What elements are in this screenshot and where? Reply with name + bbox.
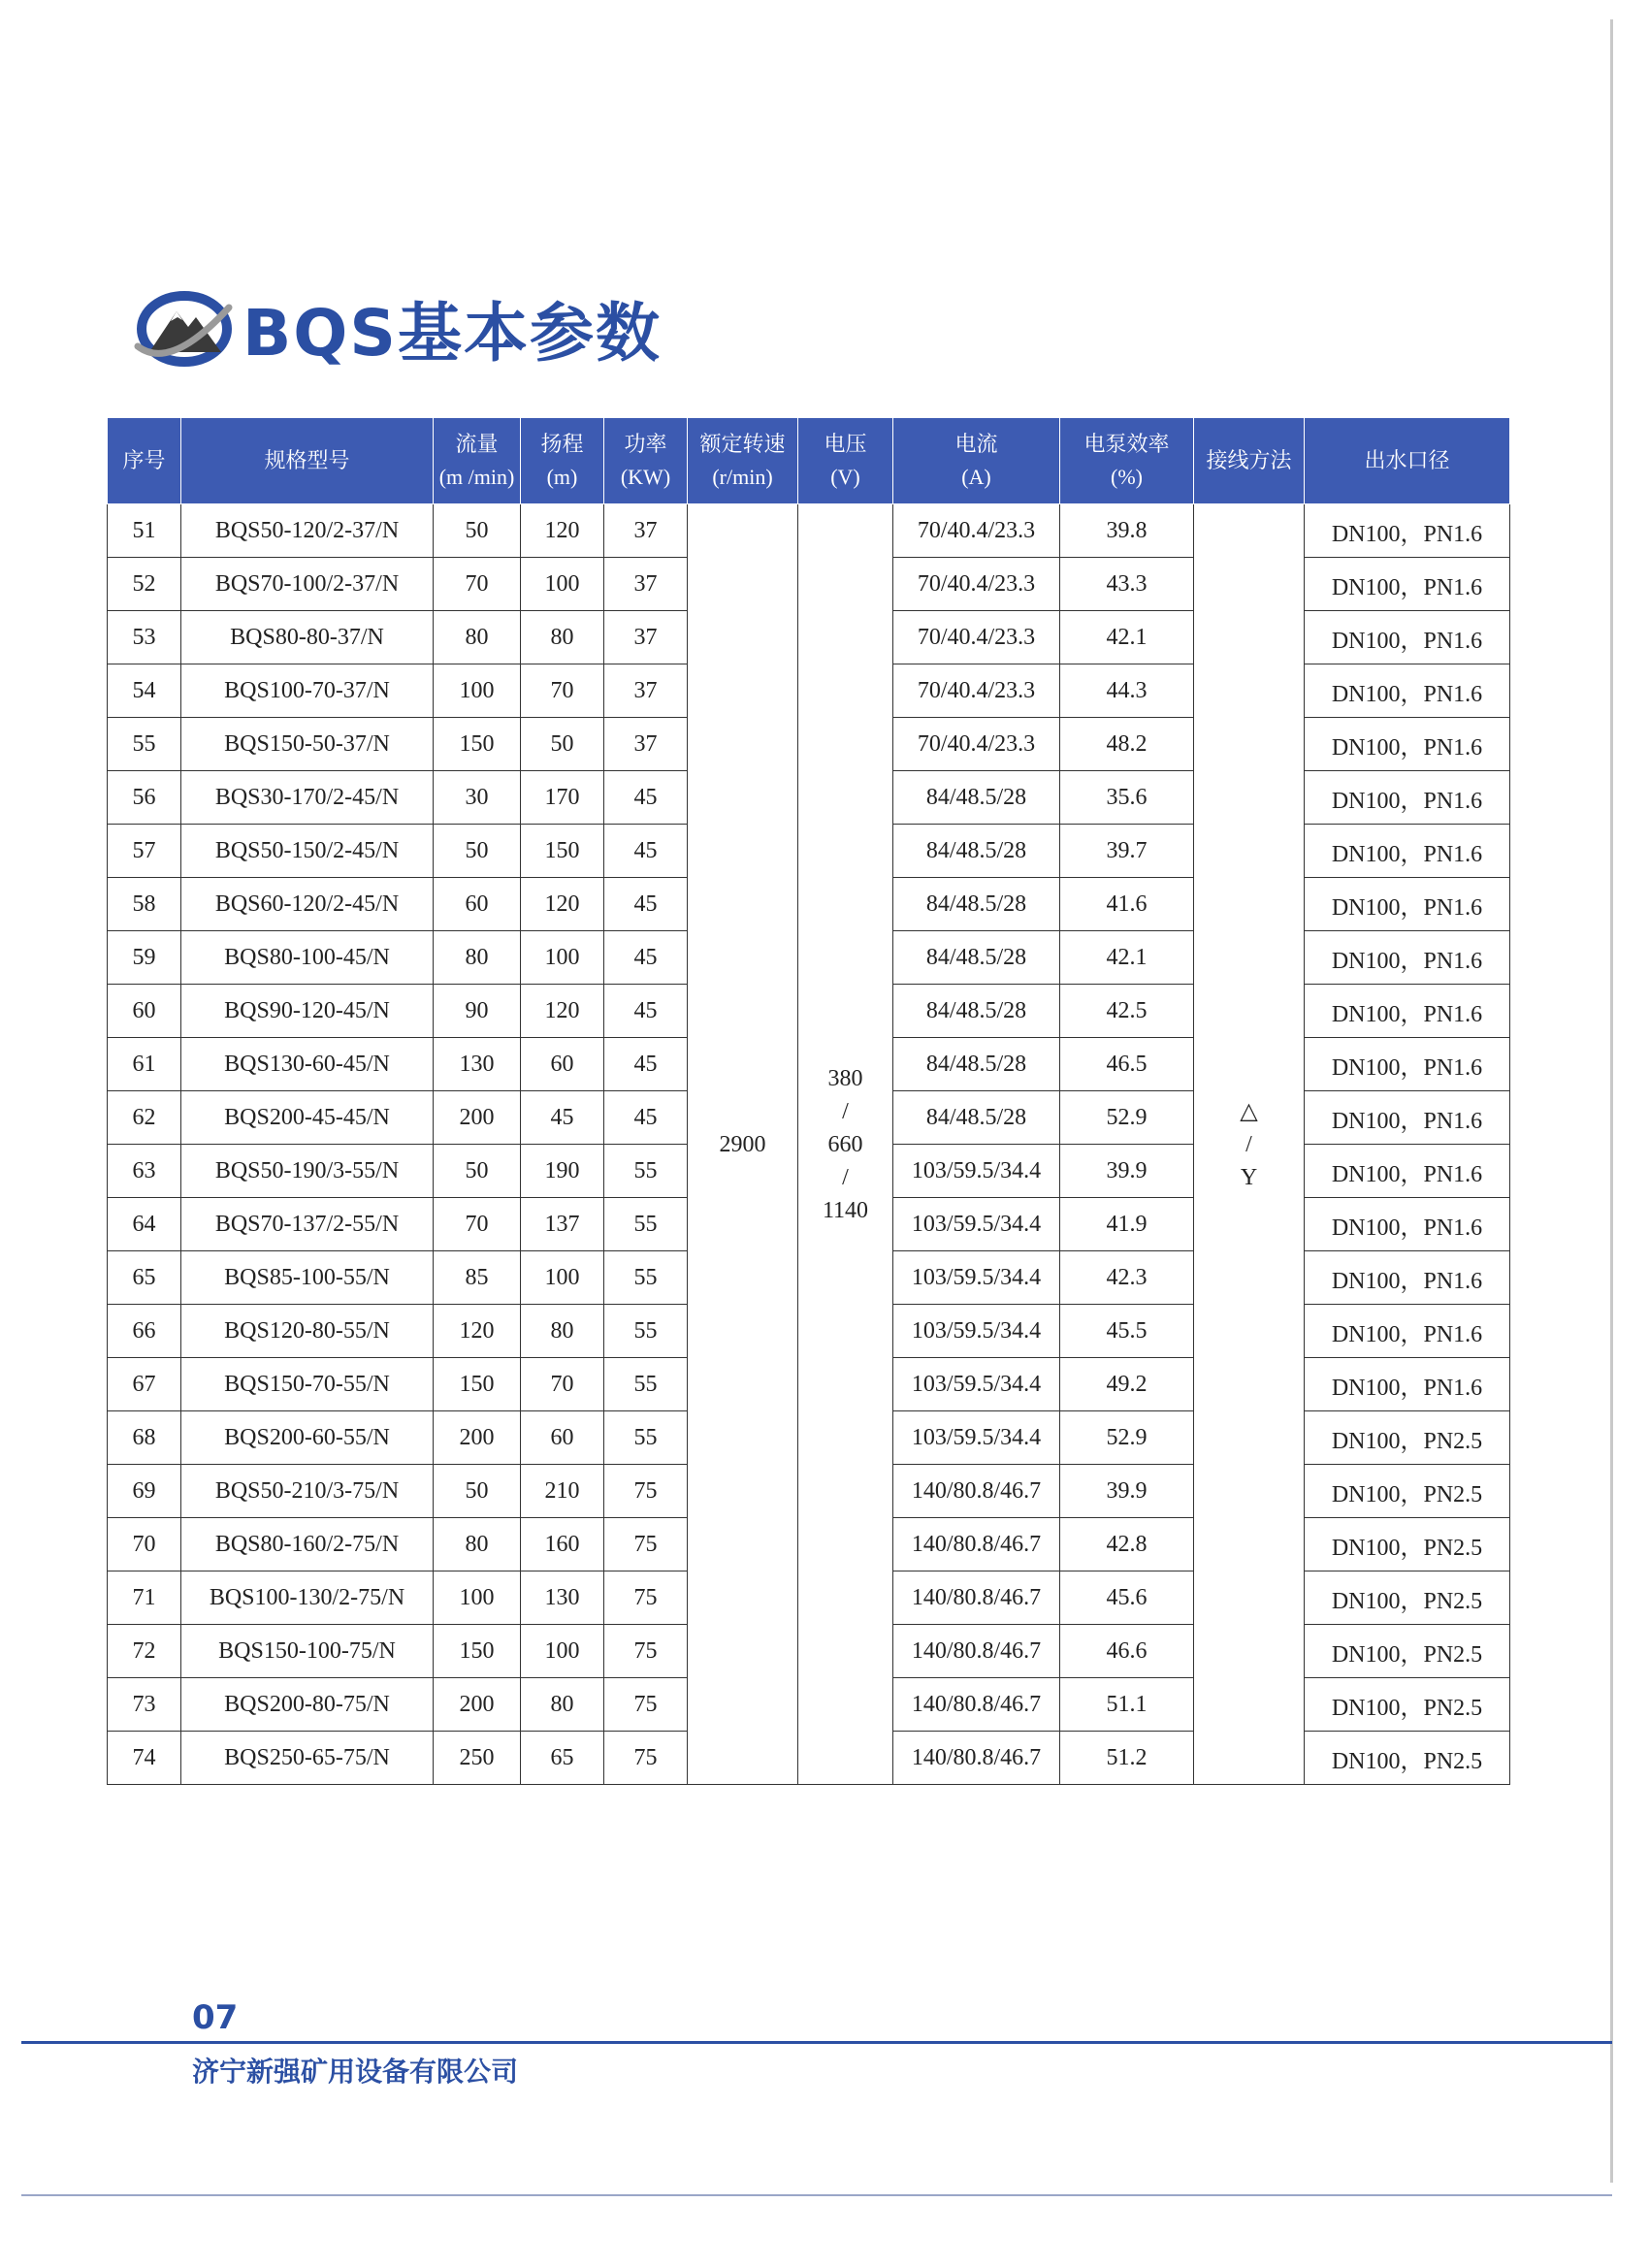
power-cell: 75 bbox=[604, 1625, 688, 1678]
flow-cell: 150 bbox=[434, 1625, 521, 1678]
head-cell: 100 bbox=[521, 558, 604, 611]
head-cell: 70 bbox=[521, 1358, 604, 1411]
outlet-cell: DN100，PN1.6 bbox=[1305, 931, 1510, 985]
flow-cell: 130 bbox=[434, 1038, 521, 1091]
efficiency-cell: 41.6 bbox=[1060, 878, 1194, 931]
page-header bbox=[132, 274, 662, 380]
power-cell: 75 bbox=[604, 1518, 688, 1571]
head-cell: 210 bbox=[521, 1465, 604, 1518]
column-header-label: 序号 bbox=[122, 448, 166, 472]
efficiency-cell: 35.6 bbox=[1060, 771, 1194, 825]
column-header bbox=[604, 418, 688, 504]
head-cell: 65 bbox=[521, 1732, 604, 1785]
row-number-cell: 73 bbox=[108, 1678, 181, 1732]
efficiency-cell: 52.9 bbox=[1060, 1091, 1194, 1145]
outlet-cell: DN100，PN1.6 bbox=[1305, 1251, 1510, 1305]
outlet-cell: DN100，PN2.5 bbox=[1305, 1625, 1510, 1678]
row-number-cell: 59 bbox=[108, 931, 181, 985]
wiring-cell-line: △ bbox=[1240, 1098, 1258, 1124]
column-header-unit: (KW) bbox=[620, 465, 671, 489]
flow-cell: 70 bbox=[434, 558, 521, 611]
outlet-cell: DN100，PN2.5 bbox=[1305, 1678, 1510, 1732]
model-cell: BQS80-80-37/N bbox=[181, 611, 434, 664]
head-cell: 80 bbox=[521, 1678, 604, 1732]
head-cell: 160 bbox=[521, 1518, 604, 1571]
model-cell: BQS150-100-75/N bbox=[181, 1625, 434, 1678]
model-cell: BQS70-100/2-37/N bbox=[181, 558, 434, 611]
outlet-cell: DN100，PN1.6 bbox=[1305, 1198, 1510, 1251]
flow-cell: 120 bbox=[434, 1305, 521, 1358]
current-cell: 140/80.8/46.7 bbox=[893, 1465, 1060, 1518]
flow-cell: 200 bbox=[434, 1678, 521, 1732]
efficiency-cell: 51.2 bbox=[1060, 1732, 1194, 1785]
head-cell: 120 bbox=[521, 985, 604, 1038]
efficiency-cell: 42.3 bbox=[1060, 1251, 1194, 1305]
model-cell: BQS120-80-55/N bbox=[181, 1305, 434, 1358]
efficiency-cell: 48.2 bbox=[1060, 718, 1194, 771]
wiring-cell bbox=[1194, 504, 1305, 1785]
row-number-cell: 58 bbox=[108, 878, 181, 931]
current-cell: 103/59.5/34.4 bbox=[893, 1251, 1060, 1305]
row-number-cell: 64 bbox=[108, 1198, 181, 1251]
power-cell: 37 bbox=[604, 718, 688, 771]
model-cell: BQS50-120/2-37/N bbox=[181, 504, 434, 558]
row-number-cell: 72 bbox=[108, 1625, 181, 1678]
flow-cell: 50 bbox=[434, 825, 521, 878]
column-header-unit: (V) bbox=[830, 465, 860, 489]
power-cell: 37 bbox=[604, 664, 688, 718]
power-cell: 45 bbox=[604, 1038, 688, 1091]
outlet-cell: DN100，PN1.6 bbox=[1305, 1038, 1510, 1091]
head-cell: 60 bbox=[521, 1038, 604, 1091]
efficiency-cell: 52.9 bbox=[1060, 1411, 1194, 1465]
current-cell: 70/40.4/23.3 bbox=[893, 611, 1060, 664]
model-cell: BQS70-137/2-55/N bbox=[181, 1198, 434, 1251]
column-header-label: 额定转速 bbox=[699, 432, 786, 456]
model-cell: BQS200-45-45/N bbox=[181, 1091, 434, 1145]
head-cell: 60 bbox=[521, 1411, 604, 1465]
voltage-cell-line: 660 bbox=[827, 1131, 863, 1157]
outlet-cell: DN100，PN1.6 bbox=[1305, 664, 1510, 718]
column-header bbox=[1060, 418, 1194, 504]
flow-cell: 150 bbox=[434, 1358, 521, 1411]
current-cell: 70/40.4/23.3 bbox=[893, 504, 1060, 558]
current-cell: 70/40.4/23.3 bbox=[893, 664, 1060, 718]
outlet-cell: DN100，PN2.5 bbox=[1305, 1411, 1510, 1465]
current-cell: 140/80.8/46.7 bbox=[893, 1625, 1060, 1678]
head-cell: 150 bbox=[521, 825, 604, 878]
row-number-cell: 61 bbox=[108, 1038, 181, 1091]
column-header-label: 规格型号 bbox=[264, 448, 350, 472]
power-cell: 37 bbox=[604, 504, 688, 558]
model-cell: BQS100-130/2-75/N bbox=[181, 1571, 434, 1625]
outlet-cell: DN100，PN1.6 bbox=[1305, 771, 1510, 825]
outlet-cell: DN100，PN2.5 bbox=[1305, 1518, 1510, 1571]
model-cell: BQS100-70-37/N bbox=[181, 664, 434, 718]
efficiency-cell: 39.8 bbox=[1060, 504, 1194, 558]
flow-cell: 200 bbox=[434, 1411, 521, 1465]
head-cell: 190 bbox=[521, 1145, 604, 1198]
row-number-cell: 54 bbox=[108, 664, 181, 718]
column-header-unit: (r/min) bbox=[712, 465, 773, 489]
power-cell: 45 bbox=[604, 985, 688, 1038]
column-header-label: 功率 bbox=[624, 432, 667, 456]
current-cell: 103/59.5/34.4 bbox=[893, 1305, 1060, 1358]
outlet-cell: DN100，PN2.5 bbox=[1305, 1465, 1510, 1518]
column-header bbox=[1194, 418, 1305, 504]
column-header bbox=[181, 418, 434, 504]
head-cell: 170 bbox=[521, 771, 604, 825]
voltage-cell-line: / bbox=[842, 1164, 849, 1190]
power-cell: 75 bbox=[604, 1465, 688, 1518]
model-cell: BQS250-65-75/N bbox=[181, 1732, 434, 1785]
power-cell: 45 bbox=[604, 825, 688, 878]
flow-cell: 250 bbox=[434, 1732, 521, 1785]
voltage-cell bbox=[798, 504, 893, 1785]
efficiency-cell: 46.6 bbox=[1060, 1625, 1194, 1678]
power-cell: 55 bbox=[604, 1198, 688, 1251]
model-cell: BQS200-80-75/N bbox=[181, 1678, 434, 1732]
current-cell: 84/48.5/28 bbox=[893, 931, 1060, 985]
current-cell: 70/40.4/23.3 bbox=[893, 718, 1060, 771]
outlet-cell: DN100，PN1.6 bbox=[1305, 1091, 1510, 1145]
wiring-cell-line: Y bbox=[1240, 1164, 1258, 1190]
page-edge-line bbox=[1610, 19, 1613, 2183]
outlet-cell: DN100，PN1.6 bbox=[1305, 611, 1510, 664]
model-cell: BQS80-160/2-75/N bbox=[181, 1518, 434, 1571]
current-cell: 84/48.5/28 bbox=[893, 771, 1060, 825]
head-cell: 137 bbox=[521, 1198, 604, 1251]
outlet-cell: DN100，PN2.5 bbox=[1305, 1732, 1510, 1785]
voltage-cell-line: 1140 bbox=[822, 1197, 869, 1223]
head-cell: 130 bbox=[521, 1571, 604, 1625]
efficiency-cell: 39.9 bbox=[1060, 1465, 1194, 1518]
flow-cell: 50 bbox=[434, 504, 521, 558]
power-cell: 45 bbox=[604, 878, 688, 931]
table-row bbox=[108, 504, 1510, 558]
wiring-cell-line: / bbox=[1245, 1131, 1252, 1157]
outlet-cell: DN100，PN1.6 bbox=[1305, 825, 1510, 878]
current-cell: 140/80.8/46.7 bbox=[893, 1732, 1060, 1785]
row-number-cell: 60 bbox=[108, 985, 181, 1038]
efficiency-cell: 42.1 bbox=[1060, 931, 1194, 985]
flow-cell: 30 bbox=[434, 771, 521, 825]
model-cell: BQS150-50-37/N bbox=[181, 718, 434, 771]
efficiency-cell: 46.5 bbox=[1060, 1038, 1194, 1091]
flow-cell: 80 bbox=[434, 611, 521, 664]
head-cell: 80 bbox=[521, 1305, 604, 1358]
outlet-cell: DN100，PN1.6 bbox=[1305, 1145, 1510, 1198]
efficiency-cell: 49.2 bbox=[1060, 1358, 1194, 1411]
column-header bbox=[521, 418, 604, 504]
model-cell: BQS85-100-55/N bbox=[181, 1251, 434, 1305]
flow-cell: 80 bbox=[434, 1518, 521, 1571]
current-cell: 140/80.8/46.7 bbox=[893, 1678, 1060, 1732]
outlet-cell: DN100，PN1.6 bbox=[1305, 504, 1510, 558]
page-number: 07 bbox=[192, 1998, 239, 2037]
head-cell: 120 bbox=[521, 878, 604, 931]
efficiency-cell: 44.3 bbox=[1060, 664, 1194, 718]
efficiency-cell: 45.5 bbox=[1060, 1305, 1194, 1358]
flow-cell: 85 bbox=[434, 1251, 521, 1305]
row-number-cell: 55 bbox=[108, 718, 181, 771]
flow-cell: 150 bbox=[434, 718, 521, 771]
row-number-cell: 69 bbox=[108, 1465, 181, 1518]
row-number-cell: 53 bbox=[108, 611, 181, 664]
row-number-cell: 70 bbox=[108, 1518, 181, 1571]
current-cell: 140/80.8/46.7 bbox=[893, 1571, 1060, 1625]
efficiency-cell: 51.1 bbox=[1060, 1678, 1194, 1732]
flow-cell: 50 bbox=[434, 1465, 521, 1518]
flow-cell: 80 bbox=[434, 931, 521, 985]
head-cell: 100 bbox=[521, 931, 604, 985]
outlet-cell: DN100，PN1.6 bbox=[1305, 1358, 1510, 1411]
row-number-cell: 56 bbox=[108, 771, 181, 825]
row-number-cell: 68 bbox=[108, 1411, 181, 1465]
current-cell: 103/59.5/34.4 bbox=[893, 1198, 1060, 1251]
current-cell: 103/59.5/34.4 bbox=[893, 1358, 1060, 1411]
outlet-cell: DN100，PN1.6 bbox=[1305, 558, 1510, 611]
column-header-unit: (A) bbox=[961, 465, 991, 489]
model-cell: BQS90-120-45/N bbox=[181, 985, 434, 1038]
column-header-label: 电流 bbox=[954, 432, 998, 456]
row-number-cell: 67 bbox=[108, 1358, 181, 1411]
row-number-cell: 63 bbox=[108, 1145, 181, 1198]
column-header bbox=[434, 418, 521, 504]
power-cell: 55 bbox=[604, 1358, 688, 1411]
current-cell: 140/80.8/46.7 bbox=[893, 1518, 1060, 1571]
power-cell: 75 bbox=[604, 1732, 688, 1785]
current-cell: 103/59.5/34.4 bbox=[893, 1411, 1060, 1465]
model-cell: BQS130-60-45/N bbox=[181, 1038, 434, 1091]
power-cell: 55 bbox=[604, 1305, 688, 1358]
power-cell: 75 bbox=[604, 1571, 688, 1625]
flow-cell: 200 bbox=[434, 1091, 521, 1145]
column-header-unit: (m /min) bbox=[438, 465, 515, 489]
model-cell: BQS30-170/2-45/N bbox=[181, 771, 434, 825]
row-number-cell: 65 bbox=[108, 1251, 181, 1305]
head-cell: 120 bbox=[521, 504, 604, 558]
column-header-label: 电压 bbox=[824, 432, 867, 456]
power-cell: 37 bbox=[604, 558, 688, 611]
row-number-cell: 52 bbox=[108, 558, 181, 611]
flow-cell: 100 bbox=[434, 1571, 521, 1625]
model-cell: BQS200-60-55/N bbox=[181, 1411, 434, 1465]
flow-cell: 90 bbox=[434, 985, 521, 1038]
efficiency-cell: 42.8 bbox=[1060, 1518, 1194, 1571]
column-header bbox=[798, 418, 893, 504]
bottom-divider bbox=[21, 2194, 1612, 2196]
efficiency-cell: 43.3 bbox=[1060, 558, 1194, 611]
column-header-label: 出水口径 bbox=[1364, 448, 1450, 472]
column-header bbox=[688, 418, 798, 504]
flow-cell: 70 bbox=[434, 1198, 521, 1251]
row-number-cell: 74 bbox=[108, 1732, 181, 1785]
column-header-label: 流量 bbox=[455, 432, 499, 456]
row-number-cell: 57 bbox=[108, 825, 181, 878]
current-cell: 84/48.5/28 bbox=[893, 878, 1060, 931]
current-cell: 70/40.4/23.3 bbox=[893, 558, 1060, 611]
company-name: 济宁新强矿用设备有限公司 bbox=[192, 2056, 519, 2088]
efficiency-cell: 42.5 bbox=[1060, 985, 1194, 1038]
model-cell: BQS60-120/2-45/N bbox=[181, 878, 434, 931]
power-cell: 37 bbox=[604, 611, 688, 664]
head-cell: 70 bbox=[521, 664, 604, 718]
model-cell: BQS80-100-45/N bbox=[181, 931, 434, 985]
column-header-label: 接线方法 bbox=[1206, 448, 1292, 472]
outlet-cell: DN100，PN1.6 bbox=[1305, 1305, 1510, 1358]
current-cell: 84/48.5/28 bbox=[893, 985, 1060, 1038]
row-number-cell: 62 bbox=[108, 1091, 181, 1145]
column-header bbox=[1305, 418, 1510, 504]
column-header-unit: (%) bbox=[1111, 465, 1143, 489]
current-cell: 84/48.5/28 bbox=[893, 1091, 1060, 1145]
row-number-cell: 71 bbox=[108, 1571, 181, 1625]
column-header-unit: (m) bbox=[546, 465, 578, 489]
column-header-label: 电泵效率 bbox=[1083, 432, 1170, 456]
parameters-table bbox=[107, 417, 1510, 1785]
model-cell: BQS50-150/2-45/N bbox=[181, 825, 434, 878]
mountain-swoosh-logo-icon bbox=[132, 278, 237, 375]
power-cell: 45 bbox=[604, 931, 688, 985]
head-cell: 80 bbox=[521, 611, 604, 664]
column-header bbox=[108, 418, 181, 504]
table-body bbox=[108, 504, 1510, 1785]
outlet-cell: DN100，PN1.6 bbox=[1305, 985, 1510, 1038]
page-title: BQS基本参数 bbox=[242, 295, 662, 371]
flow-cell: 100 bbox=[434, 664, 521, 718]
head-cell: 100 bbox=[521, 1625, 604, 1678]
model-cell: BQS150-70-55/N bbox=[181, 1358, 434, 1411]
column-header bbox=[893, 418, 1060, 504]
power-cell: 45 bbox=[604, 771, 688, 825]
flow-cell: 60 bbox=[434, 878, 521, 931]
power-cell: 75 bbox=[604, 1678, 688, 1732]
efficiency-cell: 39.9 bbox=[1060, 1145, 1194, 1198]
column-header-label: 扬程 bbox=[540, 432, 584, 456]
outlet-cell: DN100，PN1.6 bbox=[1305, 878, 1510, 931]
model-cell: BQS50-210/3-75/N bbox=[181, 1465, 434, 1518]
footer-divider bbox=[21, 2041, 1612, 2044]
current-cell: 103/59.5/34.4 bbox=[893, 1145, 1060, 1198]
voltage-cell-line: 380 bbox=[827, 1065, 863, 1091]
head-cell: 100 bbox=[521, 1251, 604, 1305]
current-cell: 84/48.5/28 bbox=[893, 825, 1060, 878]
head-cell: 50 bbox=[521, 718, 604, 771]
power-cell: 55 bbox=[604, 1251, 688, 1305]
efficiency-cell: 41.9 bbox=[1060, 1198, 1194, 1251]
voltage-cell-line: / bbox=[842, 1098, 849, 1124]
efficiency-cell: 45.6 bbox=[1060, 1571, 1194, 1625]
efficiency-cell: 39.7 bbox=[1060, 825, 1194, 878]
power-cell: 55 bbox=[604, 1145, 688, 1198]
power-cell: 45 bbox=[604, 1091, 688, 1145]
rated-speed-cell: 2900 bbox=[688, 504, 798, 1785]
current-cell: 84/48.5/28 bbox=[893, 1038, 1060, 1091]
row-number-cell: 51 bbox=[108, 504, 181, 558]
efficiency-cell: 42.1 bbox=[1060, 611, 1194, 664]
outlet-cell: DN100，PN2.5 bbox=[1305, 1571, 1510, 1625]
flow-cell: 50 bbox=[434, 1145, 521, 1198]
outlet-cell: DN100，PN1.6 bbox=[1305, 718, 1510, 771]
power-cell: 55 bbox=[604, 1411, 688, 1465]
head-cell: 45 bbox=[521, 1091, 604, 1145]
model-cell: BQS50-190/3-55/N bbox=[181, 1145, 434, 1198]
row-number-cell: 66 bbox=[108, 1305, 181, 1358]
table-header-row bbox=[108, 418, 1510, 504]
